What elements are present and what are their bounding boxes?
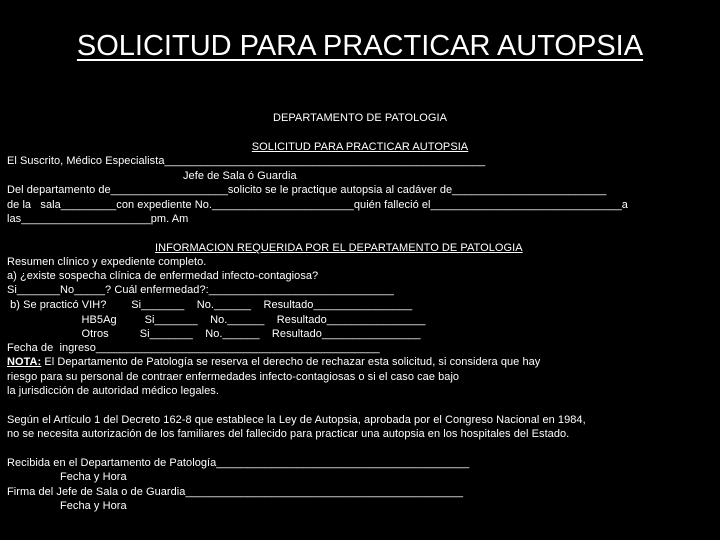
law-line: no se necesita autorización de los familiares del fallecido para practicar una autopsia en los hospitales del Estado. <box>7 428 570 440</box>
info-line: a) ¿existe sospecha clínica de enfermedad infecto-contagiosa? <box>7 270 319 282</box>
info-line: Resumen clínico y expediente completo. <box>7 256 207 268</box>
note-text: El Departamento de Patología se reserva el derecho de rechazar esta solicitud, si considera que hay <box>41 356 541 368</box>
note-line: riesgo para su personal de contraer enfermedades infecto-contagiosas o si el caso cae bajo <box>7 371 460 383</box>
ward-chief-line: Jefe de Sala ó Guardia <box>183 170 297 182</box>
signature-line: Firma del Jefe de Sala o de Guardia_____________________________________________ <box>7 486 464 498</box>
note-line: la jurisdicción de autoridad médico legales. <box>7 385 219 397</box>
physician-line: El Suscrito, Médico Especialista____________________________________________________ <box>7 155 486 167</box>
received-line: Recibida en el Departamento de Patología_________________________________________ <box>7 457 470 469</box>
slide-title: SOLICITUD PARA PRACTICAR AUTOPSIA <box>76 30 644 62</box>
info-line: b) Se practicó VIH? Si_______ No.______ Resultado________________ <box>7 299 413 311</box>
received-date-label: Fecha y Hora <box>60 471 127 483</box>
form-title: SOLICITUD PARA PRACTICAR AUTOPSIA <box>251 141 469 153</box>
time-line: las_____________________pm. Am <box>7 213 189 225</box>
info-line: HB5Ag Si_______ No.______ Resultado________________ <box>7 314 426 326</box>
law-line: Según el Artículo 1 del Decreto 162-8 que establece la Ley de Autopsia, aprobada por el Congreso Nacional en 1984, <box>7 414 586 426</box>
info-line: Si_______No_____? Cuál enfermedad?:______________________________ <box>7 284 394 296</box>
info-line: Otros Si_______ No.______ Resultado________________ <box>7 328 421 340</box>
department-line: Del departamento de___________________solicito se le practique autopsia al cadáver de_________________________ <box>7 184 607 196</box>
note-paragraph <box>7 356 540 369</box>
note-label: NOTA: <box>7 356 42 368</box>
info-line: Fecha de ingreso______________________________________________ <box>7 342 380 354</box>
signature-date-label: Fecha y Hora <box>60 500 127 512</box>
department-heading: DEPARTAMENTO DE PATOLOGIA <box>272 112 448 124</box>
ward-record-line: de la sala_________con expediente No._______________________quién falleció el_______________________________a <box>7 199 628 211</box>
info-heading: INFORMACION REQUERIDA POR EL DEPARTAMENTO DE PATOLOGIA <box>155 242 523 254</box>
